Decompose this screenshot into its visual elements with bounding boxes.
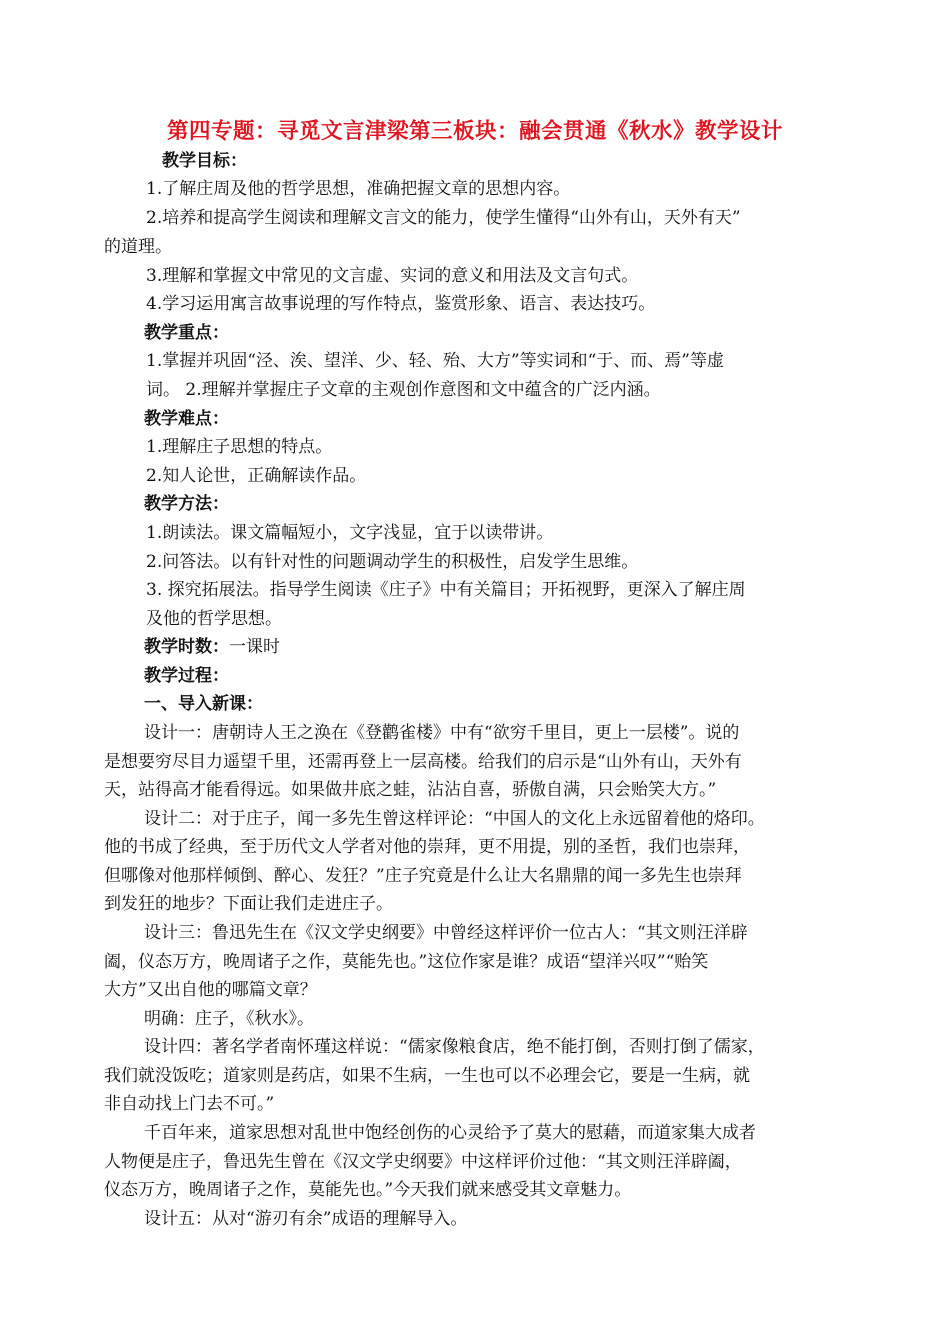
design-3-answer: 明确：庄子，《秋水》。	[144, 1009, 314, 1029]
objective-3: 3.理解和掌握文中常见的文言虚、实词的意义和用法及文言句式。	[146, 266, 639, 286]
heading-difficulties: 教学难点：	[144, 409, 229, 429]
objective-2-cont: 的道理。	[104, 237, 172, 257]
method-3: 3. 探究拓展法。指导学生阅读《庄子》中有关篇目；开拓视野，更深入了解庄周	[146, 580, 746, 600]
difficulty-2: 2.知人论世，正确解读作品。	[146, 466, 367, 486]
heading-objectives: 教学目标：	[162, 151, 247, 171]
method-3-cont: 及他的哲学思想。	[146, 609, 282, 629]
design-2-line-4: 到发狂的地步？下面让我们走进庄子。	[104, 894, 393, 914]
design-2-line-1: 设计二：对于庄子，闻一多先生曾这样评论：“中国人的文化上永远留着他的烙印。	[144, 809, 765, 829]
heading-process: 教学过程：	[144, 666, 229, 686]
difficulty-1: 1.理解庄子思想的特点。	[146, 437, 333, 457]
heading-methods: 教学方法：	[144, 494, 229, 514]
design-1-line-1: 设计一：唐朝诗人王之涣在《登鹳雀楼》中有“欲穷千里目，更上一层楼”。说的	[144, 723, 740, 743]
design-5-line-1: 设计五：从对“游刃有余”成语的理解导入。	[144, 1209, 468, 1229]
design-1-line-2: 是想要穷尽目力遥望千里，还需再登上一层高楼。给我们的启示是“山外有山，天外有	[104, 752, 742, 772]
heading-class-hours: 教学时数：	[144, 637, 229, 657]
design-4-line-1: 设计四：著名学者南怀瑾这样说：“儒家像粮食店，绝不能打倒，否则打倒了儒家，	[144, 1037, 765, 1057]
class-hours-line	[144, 635, 280, 659]
design-3-line-1: 设计三：鲁迅先生在《汉文学史纲要》中曾经这样评价一位古人：“其文则汪洋辟	[144, 923, 748, 943]
design-3-line-2: 阖，仪态万方，晚周诸子之作，莫能先也。”这位作家是谁？成语“望洋兴叹”“贻笑	[104, 952, 709, 972]
heading-key-points: 教学重点：	[144, 323, 229, 343]
objective-1: 1.了解庄周及他的哲学思想，准确把握文章的思想内容。	[146, 179, 571, 199]
class-hours-value: 一课时	[229, 637, 280, 657]
design-1-line-3: 天，站得高才能看得远。如果做井底之蛙，沾沾自喜，骄傲自满，只会贻笑大方。”	[104, 780, 717, 800]
design-3-line-3: 大方”又出自他的哪篇文章？	[104, 980, 317, 1000]
design-4-line-2: 我们就没饭吃；道家则是药店，如果不生病，一生也可以不必理会它，要是一生病，就	[104, 1066, 750, 1086]
objective-2: 2.培养和提高学生阅读和理解文言文的能力，使学生懂得“山外有山，天外有天”	[146, 208, 741, 228]
document-title: 第四专题：寻觅文言津梁第三板块：融会贯通《秋水》教学设计	[166, 119, 783, 144]
method-1: 1.朗读法。课文篇幅短小，文字浅显，宜于以读带讲。	[146, 523, 554, 543]
paragraph-line-3: 仪态万方，晚周诸子之作，莫能先也。”今天我们就来感受其文章魅力。	[104, 1180, 632, 1200]
key-point-1: 1.掌握并巩固“泾、涘、望洋、少、轻、殆、大方”等实词和“于、而、焉”等虚	[146, 351, 724, 371]
key-point-1-cont: 词。 2.理解并掌握庄子文章的主观创作意图和文中蕴含的广泛内涵。	[146, 380, 661, 400]
paragraph-line-2: 人物便是庄子，鲁迅先生曾在《汉文学史纲要》中这样评价过他：“其文则汪洋辟阖，	[104, 1152, 742, 1172]
objective-4: 4.学习运用寓言故事说理的写作特点，鉴赏形象、语言、表达技巧。	[146, 294, 656, 314]
design-4-line-3: 非自动找上门去不可。”	[104, 1094, 275, 1114]
paragraph-line-1: 千百年来，道家思想对乱世中饱经创伤的心灵给予了莫大的慰藉，而道家集大成者	[144, 1123, 756, 1143]
heading-intro: 一、导入新课：	[144, 694, 263, 714]
design-2-line-3: 但哪像对他那样倾倒、醉心、发狂？”庄子究竟是什么让大名鼎鼎的闻一多先生也崇拜	[104, 866, 742, 886]
design-2-line-2: 他的书成了经典，至于历代文人学者对他的崇拜，更不用提，别的圣哲，我们也崇拜，	[104, 837, 750, 857]
method-2: 2.问答法。以有针对性的问题调动学生的积极性，启发学生思维。	[146, 552, 639, 572]
